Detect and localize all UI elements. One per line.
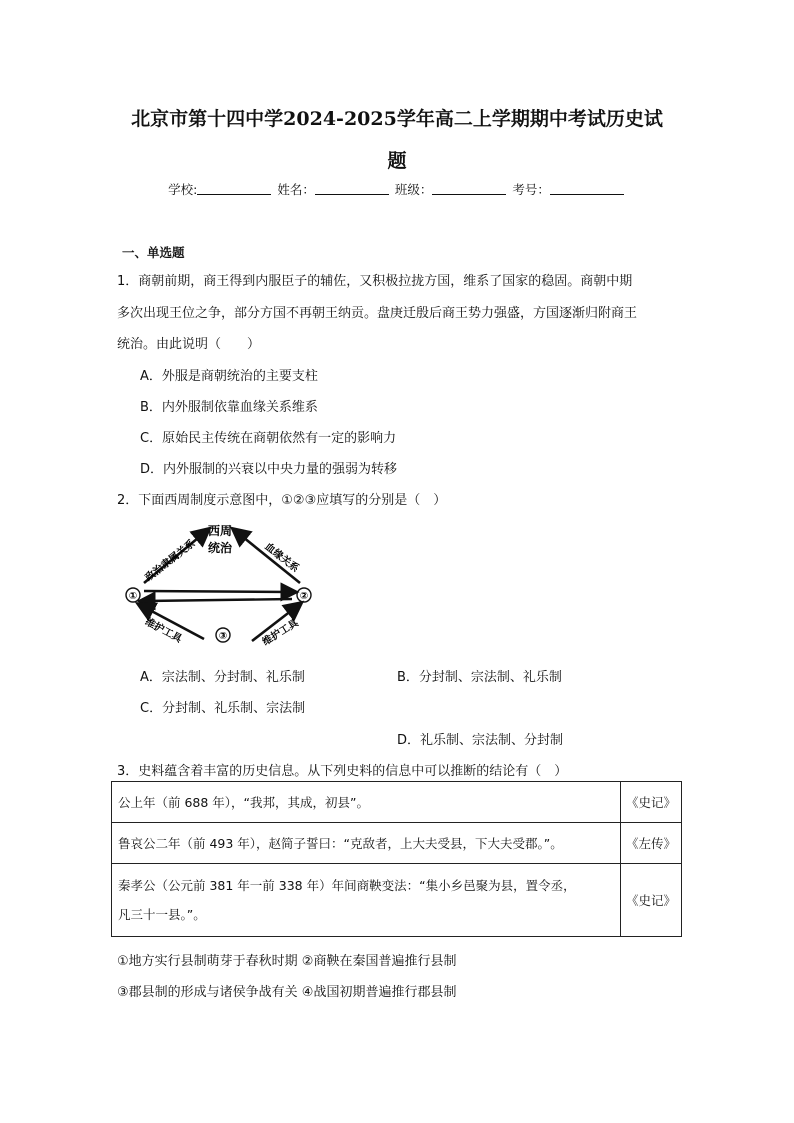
source-text-1: 公上年（前 688 年），“我邦，其成，初县”。 bbox=[112, 782, 621, 823]
arrow-1-to-2 bbox=[144, 591, 290, 592]
name-field[interactable] bbox=[315, 182, 389, 195]
node-3-label: ③ bbox=[218, 631, 228, 642]
label-maintenance-tool-left: 维护工具 bbox=[142, 616, 184, 646]
source-book-3: 《史记》 bbox=[621, 864, 682, 937]
section-heading: 一、单选题 bbox=[122, 245, 185, 260]
source-table bbox=[111, 781, 682, 937]
table-row bbox=[112, 782, 682, 823]
q2-option-c[interactable]: C．分封制、礼乐制、宗法制 bbox=[140, 701, 306, 716]
source-book-2: 《左传》 bbox=[621, 823, 682, 864]
node-1-label: ① bbox=[128, 591, 138, 602]
q1-option-a[interactable]: A．外服是商朝统治的主要支柱 bbox=[140, 369, 318, 384]
school-field[interactable] bbox=[197, 182, 271, 195]
source-text-3-line-2: 凡三十一县。”。 bbox=[118, 907, 206, 922]
label-blood-relation: 血缘关系 bbox=[262, 541, 301, 575]
q1-option-c[interactable]: C．原始民主传统在商朝依然有一定的影响力 bbox=[140, 431, 397, 446]
exam-number-field[interactable] bbox=[550, 182, 624, 195]
exam-title-line-1: 北京市第十四中学2024-2025学年高二上学期期中考试历史试 bbox=[131, 108, 663, 130]
label-maintenance-tool-right: 维护工具 bbox=[260, 617, 301, 649]
table-row bbox=[112, 864, 682, 937]
school-label: 学校: bbox=[168, 182, 198, 197]
q1-stem-line-1: 1．商朝前期，商王得到内服臣子的辅佐，又积极拉拢方国，维系了国家的稳固。商朝中期 bbox=[117, 274, 633, 289]
q2-option-a[interactable]: A．宗法制、分封制、礼乐制 bbox=[140, 670, 305, 685]
q3-statements-line-2: ③郡县制的形成与诸侯争战有关 ④战国初期普遍推行郡县制 bbox=[117, 985, 457, 1000]
arrow-2-to-1 bbox=[146, 599, 292, 601]
q2-option-b[interactable]: B．分封制、宗法制、礼乐制 bbox=[397, 670, 562, 685]
q1-stem-line-3: 统治。由此说明（ ） bbox=[117, 337, 261, 352]
source-book-1: 《史记》 bbox=[621, 782, 682, 823]
q1-option-d[interactable]: D．内外服制的兴衰以中央力量的强弱为转移 bbox=[140, 462, 398, 477]
source-text-3 bbox=[112, 864, 621, 937]
q3-statements-line-1: ①地方实行县制萌芽于春秋时期 ②商鞅在秦国普遍推行县制 bbox=[117, 954, 457, 969]
student-info-row bbox=[0, 180, 794, 198]
source-text-3-line-1: 秦孝公（公元前 381 年一前 338 年）年间商鞅变法：“集小乡邑聚为县，置令丞， bbox=[118, 878, 576, 893]
class-label: 班级： bbox=[394, 182, 433, 197]
class-field[interactable] bbox=[432, 182, 506, 195]
q1-stem-line-2: 多次出现王位之争，部分方国不再朝王纳贡。盘庚迁殷后商王势力强盛，方国逐渐归附商王 bbox=[117, 306, 638, 321]
q1-option-b[interactable]: B．内外服制依靠血缘关系维系 bbox=[140, 400, 318, 415]
western-zhou-system-diagram bbox=[122, 515, 312, 650]
q2-option-d[interactable]: D．礼乐制、宗法制、分封制 bbox=[397, 733, 564, 748]
label-political-subordination: 政治隶属关系 bbox=[143, 538, 198, 584]
source-text-2: 鲁哀公二年（前 493 年），赵简子誓曰：“克敌者，上大夫受县，下大夫受郡。”。 bbox=[112, 823, 621, 864]
name-label: 姓名： bbox=[277, 182, 315, 197]
center-label-line-2: 统治 bbox=[207, 541, 233, 555]
center-label-line-1: 西周 bbox=[207, 524, 233, 538]
exam-title-line-2: 题 bbox=[387, 150, 407, 172]
q2-stem: 2．下面西周制度示意图中，①②③应填写的分别是（ ） bbox=[117, 493, 447, 508]
q3-stem: 3．史料蕴含着丰富的历史信息。从下列史料的信息中可以推断的结论有（ ） bbox=[117, 764, 568, 779]
exam-number-label: 考号： bbox=[512, 182, 550, 197]
table-row bbox=[112, 823, 682, 864]
node-2-label: ② bbox=[299, 591, 309, 602]
